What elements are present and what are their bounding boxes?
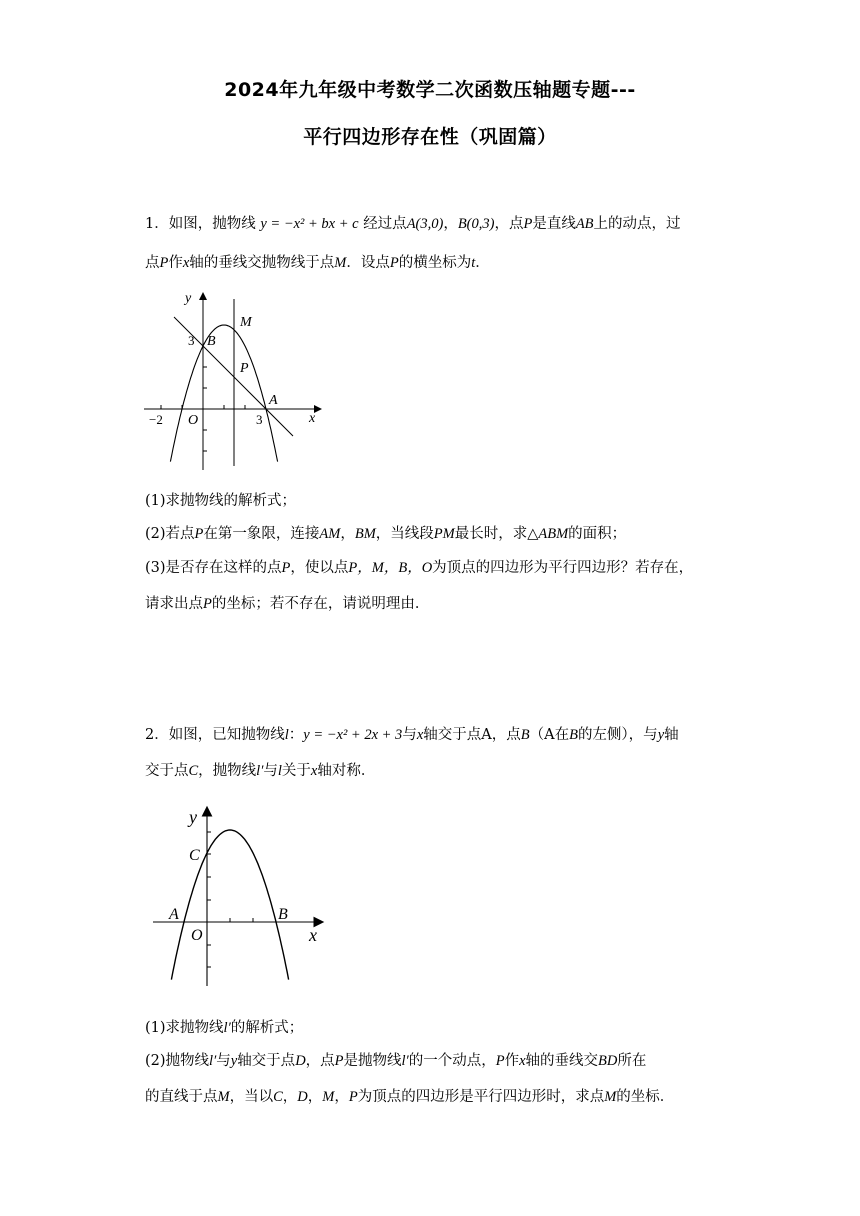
q2-text: ，: [334, 1089, 349, 1105]
page-title-line1: 2024年九年级中考数学二次函数压轴题专题---: [224, 79, 636, 101]
q1-text: 为顶点的四边形为平行四边形？若存在，: [432, 560, 694, 576]
q1-text: 的面积；: [568, 526, 627, 542]
q2-label-y: y: [189, 807, 197, 827]
q1-text: ，: [443, 216, 458, 232]
q1-var: M: [334, 255, 347, 271]
q2-text: 的左侧），与: [577, 727, 658, 743]
q2-text: 作: [504, 1053, 520, 1069]
q1-figure: [140, 288, 340, 478]
q2-var: l′: [209, 1053, 217, 1069]
q2-var: P: [495, 1053, 505, 1069]
q2-var: y: [657, 727, 665, 743]
q2-var: D: [295, 1053, 306, 1069]
q2-text: 的一个动点，: [408, 1053, 496, 1069]
q2-label-c: C: [189, 847, 200, 864]
q1-var: P: [159, 255, 169, 271]
q1-var: AM: [319, 526, 341, 542]
q2-text: 与: [263, 763, 278, 779]
q2-label-b: B: [278, 906, 288, 923]
q1-sub1: [145, 491, 720, 511]
q2-text: ，抛物线: [198, 763, 257, 779]
q2-text: 轴: [664, 727, 679, 743]
q2-line1: [145, 725, 720, 745]
q1-text: ，当线段: [375, 526, 434, 542]
q1-text: ．设点: [346, 255, 390, 271]
q1-text: (2)若点: [145, 526, 195, 542]
q1-var: x: [182, 255, 190, 271]
q2-text: （A在: [529, 727, 570, 743]
q2-var: B: [520, 727, 530, 743]
q2-text: ，: [307, 1089, 323, 1105]
q1-number: 1．: [145, 216, 169, 232]
q2-text: 的直线于点: [145, 1089, 218, 1105]
q1-formula: y = −x² + bx + c: [260, 216, 359, 232]
q1-label-m: M: [240, 315, 252, 330]
q2-var: x: [310, 763, 318, 779]
q2-var: M: [217, 1089, 230, 1105]
q2-text: ，点: [305, 1053, 335, 1069]
q2-label-o: O: [191, 927, 203, 944]
q2-sub2-line2: [145, 1087, 720, 1107]
q1-sub1-text: (1)求抛物线的解析式；: [145, 493, 297, 509]
q1-text: 如图，抛物线: [168, 216, 256, 232]
q2-text: 所在: [617, 1053, 647, 1069]
q2-text: 如图，已知抛物线: [168, 727, 285, 743]
q2-sub2: [145, 1051, 720, 1071]
q2-text: (1)求抛物线: [145, 1020, 224, 1036]
q2-text: 的解析式；: [230, 1020, 304, 1036]
q2-var: l′: [401, 1053, 409, 1069]
q2-text: 轴对称．: [317, 763, 376, 779]
q1-line1: [145, 214, 720, 234]
q2-label-a: A: [169, 906, 179, 923]
q1-point-b: B(0,3): [457, 216, 495, 232]
q1-label-y: y: [185, 291, 192, 306]
q1-text: ，使以点: [290, 560, 349, 576]
q2-text: 与: [216, 1053, 231, 1069]
q2-var: BD: [598, 1053, 618, 1069]
q1-label-3-x: 3: [256, 412, 263, 427]
q1-text: ，点: [494, 216, 524, 232]
q1-sub3-line2: [145, 594, 720, 614]
q2-text: 的坐标．: [616, 1089, 675, 1105]
q1-text: ．: [475, 255, 490, 271]
q1-label-x: x: [309, 411, 316, 426]
q2-text: 是抛物线: [343, 1053, 402, 1069]
q2-text: ，: [282, 1089, 298, 1105]
q2-text: 为顶点的四边形是平行四边形时，求点: [357, 1089, 605, 1105]
q2-var: M: [322, 1089, 335, 1105]
q1-label-3-y: 3: [188, 333, 195, 348]
q1-sub2: [145, 524, 720, 544]
page-title-line2: 平行四边形存在性（巩固篇）: [303, 126, 557, 148]
q1-var: △ABM: [527, 526, 569, 542]
q2-var: x: [416, 727, 424, 743]
q1-text: 点: [145, 255, 160, 271]
q1-var: P: [389, 255, 399, 271]
q2-sub1: [145, 1018, 720, 1038]
q2-var: B: [569, 727, 578, 743]
q2-text: ：: [288, 727, 304, 743]
q2-var: C: [188, 763, 199, 779]
q1-var: P: [523, 216, 533, 232]
q1-point-a: A(3,0): [406, 216, 444, 232]
q2-var: D: [297, 1089, 308, 1105]
q1-parabola: [170, 325, 277, 462]
q2-var: y: [230, 1053, 238, 1069]
q1-text: 轴的垂线交抛物线于点: [189, 255, 335, 271]
q2-text: 轴的垂线交: [525, 1053, 599, 1069]
q2-label-x: x: [309, 925, 317, 945]
q1-text: (3)是否存在这样的点: [145, 560, 282, 576]
q1-text: 经过点: [363, 216, 407, 232]
q1-label-o: O: [188, 413, 199, 428]
q1-var: PM: [433, 526, 455, 542]
q1-line2: [145, 253, 720, 273]
q1-var: P，M，B，O: [348, 560, 433, 576]
q1-label-p: P: [240, 361, 249, 376]
q2-figure: [145, 803, 345, 993]
q2-text: 关于: [281, 763, 311, 779]
q1-sub3: [145, 558, 720, 578]
q1-var: AB: [575, 216, 594, 232]
q1-text: 作: [168, 255, 183, 271]
q1-var: P: [203, 596, 212, 612]
q2-var: l: [277, 763, 282, 779]
q2-text: (2)抛物线: [145, 1053, 210, 1069]
q1-var: t: [471, 255, 476, 271]
q2-axis-ticks: [207, 832, 253, 967]
q1-label-a: A: [269, 393, 278, 408]
q2-var: P: [334, 1053, 344, 1069]
q2-text: ，当以: [229, 1089, 274, 1105]
q2-formula: y = −x² + 2x + 3: [303, 727, 403, 743]
q2-var: x: [519, 1053, 526, 1069]
q1-label-neg2: −2: [149, 412, 163, 427]
q1-text: 的横坐标为: [398, 255, 472, 271]
q2-text: 交于点: [145, 763, 189, 779]
q1-label-b: B: [207, 334, 216, 349]
q1-text: ，: [340, 526, 355, 542]
q2-var: l′: [256, 763, 264, 779]
q2-var: M: [604, 1089, 617, 1105]
q2-text: 轴交于点A，点: [423, 727, 521, 743]
q2-text: 轴交于点: [237, 1053, 296, 1069]
q1-text: 的坐标；若不存在，请说明理由．: [211, 596, 430, 612]
q1-var: P: [281, 560, 291, 576]
q2-number: 2．: [145, 727, 169, 743]
q1-text: 请求出点: [145, 596, 203, 612]
q2-var: l: [284, 727, 289, 743]
q1-text: 是直线: [532, 216, 576, 232]
q1-text: 上的动点，过: [593, 216, 681, 232]
q2-text: 与: [402, 727, 417, 743]
q1-text: 最长时，求: [454, 526, 528, 542]
q2-line2: [145, 761, 720, 781]
q2-var: l′: [223, 1020, 231, 1036]
q1-var: P: [194, 526, 204, 542]
q2-var: C: [273, 1089, 283, 1105]
q2-var: P: [348, 1089, 358, 1105]
q1-var: BM: [354, 526, 376, 542]
q1-text: 在第一象限，连接: [203, 526, 320, 542]
